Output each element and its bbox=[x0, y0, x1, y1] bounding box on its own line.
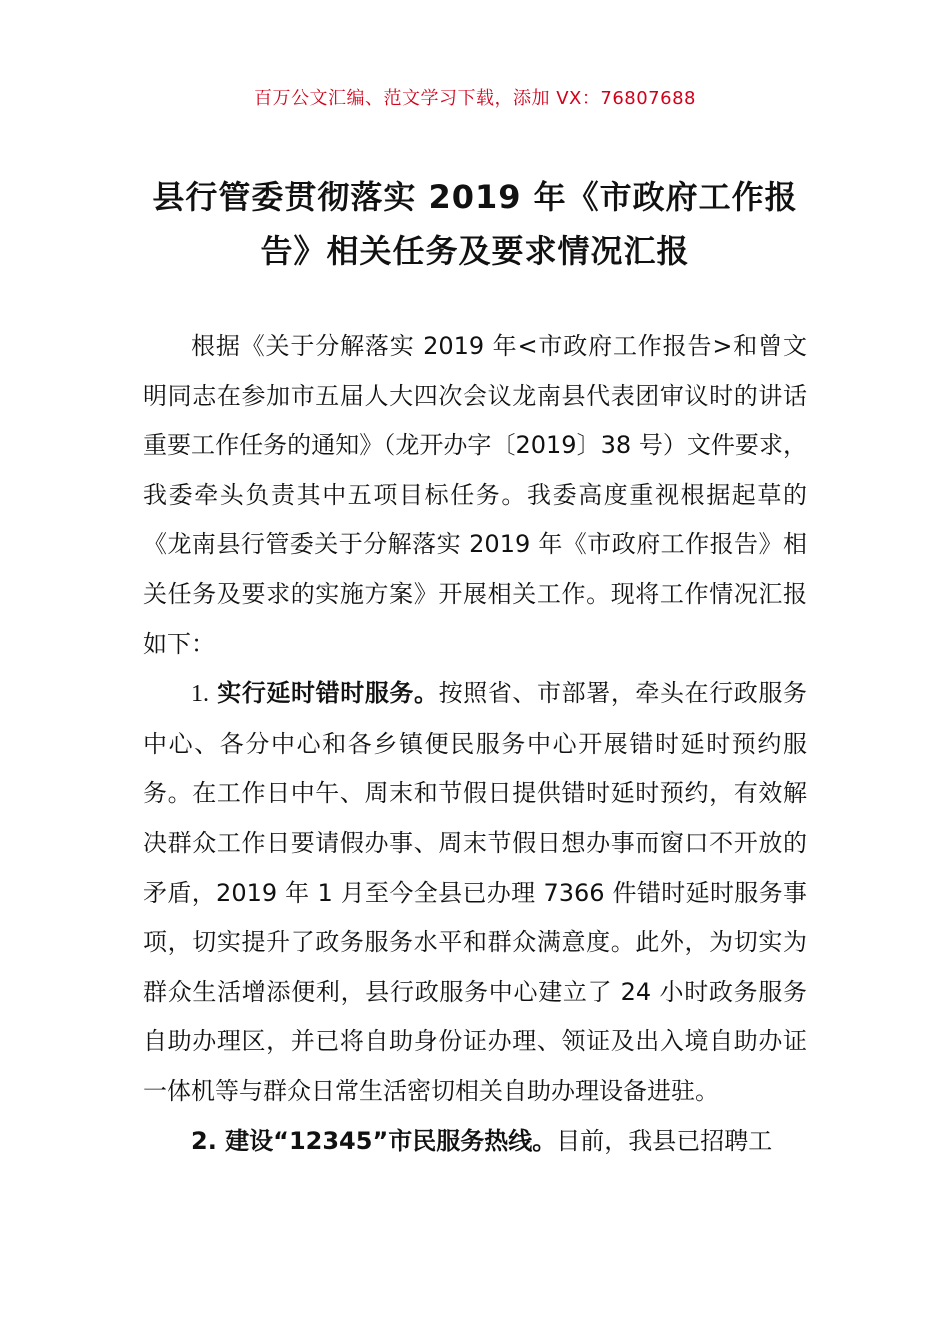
intro-paragraph: 根据《关于分解落实 2019 年<市政府工作报告>和曾文明同志在参加市五届人大四次会议龙南县代表团审议时的讲话重要工作任务的通知》（龙开办字〔2019〕38 号）文件要求，我委牵头负责其中五项目标任务。我委高度重视根据起草的《龙南县行管委关于分解落实 2019 年《市政府工作报告》相关任务及要求的实施方案》开展相关工作。现将工作情况汇报如下： bbox=[143, 332, 807, 658]
item-2-text: 目前，我县已招聘工 bbox=[556, 1126, 773, 1155]
title-line-2: 告》相关任务及要求情况汇报 bbox=[260, 232, 690, 270]
item-1-text: 按照省、市部署，牵头在行政服务中心、各分中心和各乡镇便民服务中心开展错时延时预约服务。在工作日中午、周末和节假日提供错时延时预约，有效解决群众工作日要请假办事、周末节假日想办事而窗口不开放的矛盾，2019 年 1 月至今全县已办理 7366 件错时延时服务事项，切实提升了政务服务水平和群众满意度。此外，为切实为群众生活增添便利，县行政服务中心建立了 24 小时政务服务自助办理区，并已将自助身份证办理、领证及出入境自助办证一体机等与群众日常生活密切相关自助办理设备进驻。 bbox=[143, 679, 808, 1105]
document-body bbox=[143, 322, 807, 1166]
item-2-heading: 2. 建设“12345”市民服务热线。 bbox=[191, 1126, 557, 1155]
item-1-heading: 实行延时错时服务。 bbox=[217, 679, 439, 708]
item-2-paragraph bbox=[143, 1117, 807, 1167]
item-1-paragraph bbox=[143, 669, 807, 1116]
document-title bbox=[130, 170, 820, 278]
header-banner: 百万公文汇编、范文学习下载，添加 VX：76807688 bbox=[254, 88, 696, 109]
item-1-number: 1. bbox=[191, 681, 209, 708]
title-line-1: 县行管委贯彻落实 2019 年《市政府工作报 bbox=[152, 178, 798, 216]
